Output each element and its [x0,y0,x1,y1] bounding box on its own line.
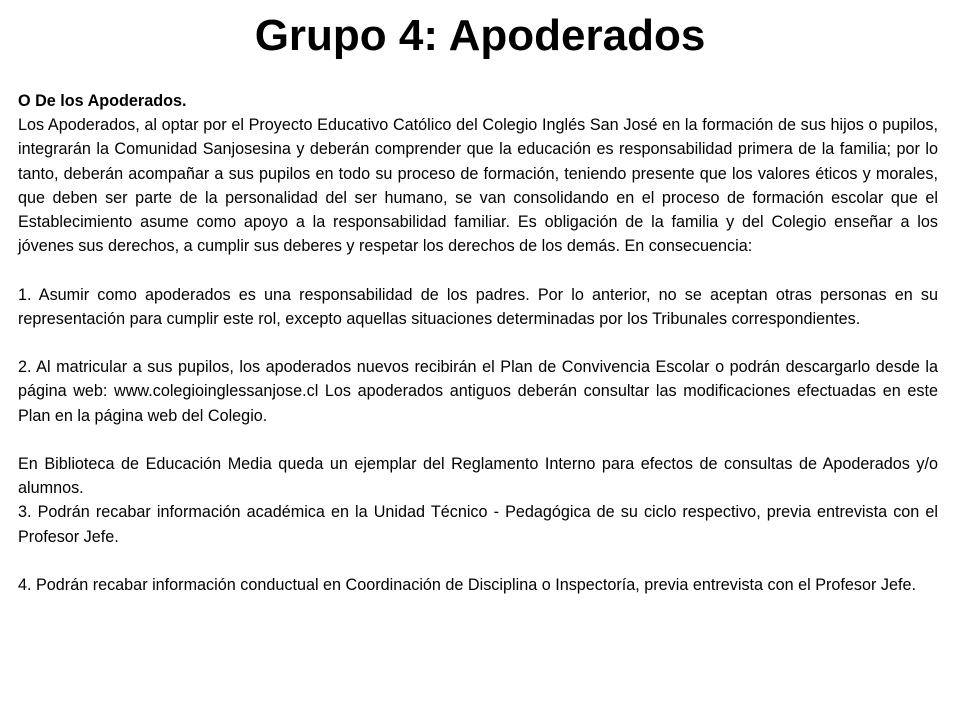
spacer [18,428,938,452]
intro-paragraph: Los Apoderados, al optar por el Proyecto Educativo Católico del Colegio Inglés San José en la formación de sus hijos o pupilos, integrarán la Comunidad Sanjosesina y deberán comprender que la educación es responsabilidad primera de la familia; por lo tanto, deberán acompañar a sus pupilos en todo su proceso de formación, teniendo presente que los valores éticos y morales, que deben ser parte de la personalidad del ser humano, se van consolidando en el proceso de formación escolar que el Establecimiento asume como apoyo a la responsabilidad familiar. Es obligación de la familia y del Colegio enseñar a los jóvenes sus derechos, a cumplir sus deberes y respetar los derechos de los demás. En consecuencia: [18,116,938,256]
slide-title: Grupo 4: Apoderados [254,11,706,60]
item-4-paragraph: 4. Podrán recabar información conductual en Coordinación de Disciplina o Inspectoría, previa entrevista con el Profesor Jefe. [18,576,917,594]
item-2-paragraph: 2. Al matricular a sus pupilos, los apoderados nuevos recibirán el Plan de Convivencia Escolar o podrán descargarlo desde la página web: www.colegioinglessanjose.cl Los apoderados antiguos deberán consultar las modificaciones efectuadas en este Plan en la página web del Colegio. [18,358,938,425]
library-note-paragraph: En Biblioteca de Educación Media queda un ejemplar del Reglamento Interno para efectos de consultas de Apoderados y/o alumnos. [18,455,938,498]
item-1-paragraph: 1. Asumir como apoderados es una responsabilidad de los padres. Por lo anterior, no se aceptan otras personas en su representación para cumplir este rol, excepto aquellas situaciones determinadas por los Tribunales correspondientes. [18,285,938,328]
slide-body [18,89,938,597]
spacer [18,549,938,573]
spacer [18,258,938,282]
section-heading: O De los Apoderados. [18,92,187,110]
spacer [18,331,938,355]
item-3-paragraph: 3. Podrán recabar información académica en la Unidad Técnico - Pedagógica de su ciclo respectivo, previa entrevista con el Profesor Jefe. [18,503,938,546]
